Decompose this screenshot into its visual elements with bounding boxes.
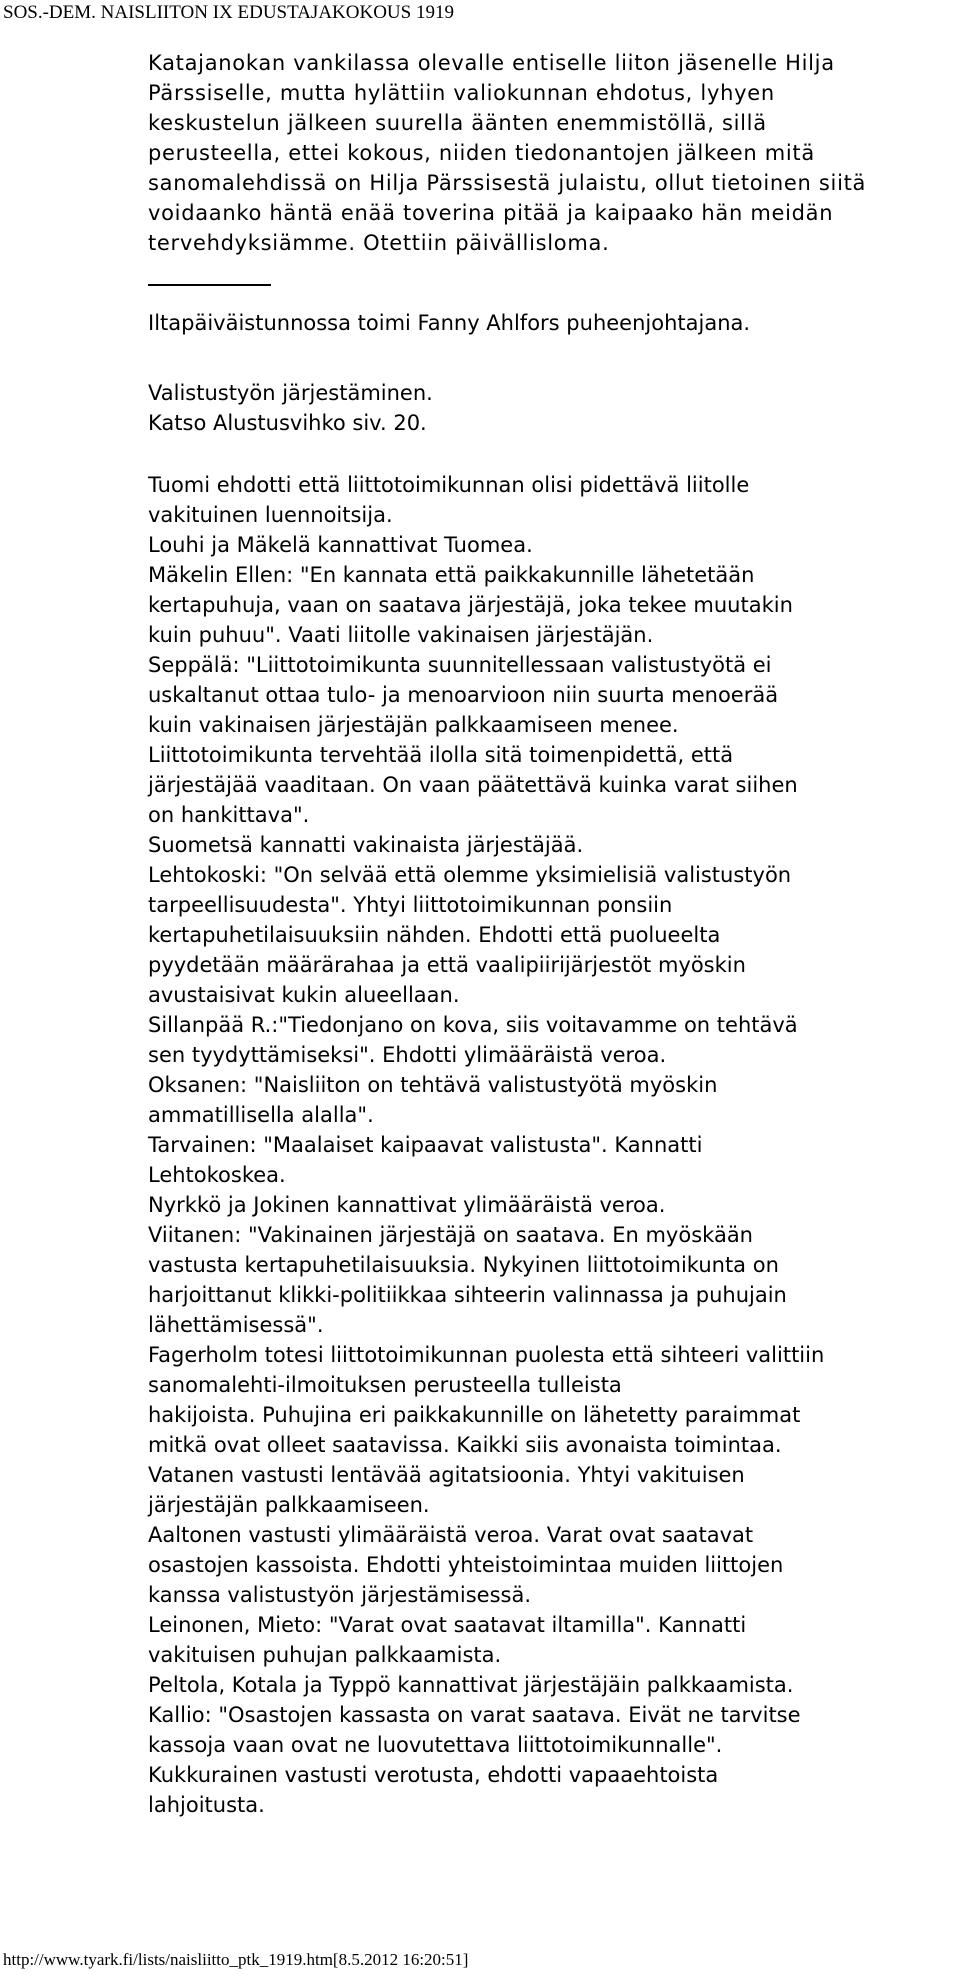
text-line: vakituinen luennoitsija. xyxy=(148,503,393,527)
text-line: Liittotoimikunta tervehtää ilolla sitä toimenpidettä, että xyxy=(148,743,734,767)
text-line: voidaanko häntä enää toverina pitää ja kaipaako hän meidän xyxy=(148,201,834,225)
text-line: Tuomi ehdotti että liittotoimikunnan olisi pidettävä liitolle xyxy=(148,473,750,497)
text-line: harjoittanut klikki-politiikkaa sihteerin valinnassa ja puhujain xyxy=(148,1283,787,1307)
text-line: järjestäjän palkkaamiseen. xyxy=(148,1493,430,1517)
text-line: keskustelun jälkeen suurella äänten enemmistöllä, sillä xyxy=(148,111,767,135)
section-heading xyxy=(148,378,953,438)
text-line: ammatillisella alalla". xyxy=(148,1103,374,1127)
text-line: Vatanen vastusti lentävää agitatsioonia. Yhtyi vakituisen xyxy=(148,1463,745,1487)
text-line: on hankittava". xyxy=(148,803,310,827)
text-line: Lehtokoskea. xyxy=(148,1163,286,1187)
text-line: vakituisen puhujan palkkaamista. xyxy=(148,1643,502,1667)
text-line: kassoja vaan ovat ne luovutettava liittotoimikunnalle". xyxy=(148,1733,723,1757)
page-footer-url: http://www.tyark.fi/lists/naisliitto_ptk_1919.htm[8.5.2012 16:20:51] xyxy=(3,1950,469,1969)
text-line: uskaltanut ottaa tulo- ja menoarvioon niin suurta menoerää xyxy=(148,683,779,707)
text-line: Iltapäiväistunnossa toimi Fanny Ahlfors puheenjohtajana. xyxy=(148,311,751,335)
text-line: vastusta kertapuhetilaisuuksia. Nykyinen liittotoimikunta on xyxy=(148,1253,779,1277)
intro-paragraph xyxy=(148,48,953,258)
text-line: sanomalehdissä on Hilja Pärssisestä julaistu, ollut tietoinen siitä xyxy=(148,171,867,195)
text-line: Oksanen: "Naisliiton on tehtävä valistustyötä myöskin xyxy=(148,1073,718,1097)
text-line: Viitanen: "Vakinainen järjestäjä on saatava. En myöskään xyxy=(148,1223,753,1247)
text-line: Louhi ja Mäkelä kannattivat Tuomea. xyxy=(148,533,533,557)
document-body xyxy=(148,48,953,1820)
text-line: Kukkurainen vastusti verotusta, ehdotti vapaaehtoista xyxy=(148,1763,719,1787)
text-line: Nyrkkö ja Jokinen kannattivat ylimääräistä veroa. xyxy=(148,1193,666,1217)
text-line: osastojen kassoista. Ehdotti yhteistoimintaa muiden liittojen xyxy=(148,1553,784,1577)
chair-note xyxy=(148,308,953,338)
text-line: kuin vakinaisen järjestäjän palkkaamiseen menee. xyxy=(148,713,679,737)
text-line: Lehtokoski: "On selvää että olemme yksimielisiä valistustyön xyxy=(148,863,792,887)
text-line: tarpeellisuudesta". Yhtyi liittotoimikunnan ponsiin xyxy=(148,893,673,917)
text-line: Aaltonen vastusti ylimääräistä veroa. Varat ovat saatavat xyxy=(148,1523,754,1547)
text-line: Kallio: "Osastojen kassasta on varat saatava. Eivät ne tarvitse xyxy=(148,1703,801,1727)
text-line: Mäkelin Ellen: "En kannata että paikkakunnille lähetetään xyxy=(148,563,755,587)
text-line: perusteella, ettei kokous, niiden tiedonantojen jälkeen mitä xyxy=(148,141,815,165)
text-line: hakijoista. Puhujina eri paikkakunnille on lähetetty paraimmat xyxy=(148,1403,801,1427)
text-line: pyydetään määrärahaa ja että vaalipiirijärjestöt myöskin xyxy=(148,953,746,977)
text-line: Fagerholm totesi liittotoimikunnan puolesta että sihteeri valittiin xyxy=(148,1343,825,1367)
page-header: SOS.-DEM. NAISLIITON IX EDUSTAJAKOKOUS 1919 xyxy=(3,2,454,23)
section-divider xyxy=(148,284,271,286)
text-line: tervehdyksiämme. Otettiin päivällisloma. xyxy=(148,231,610,255)
text-line: järjestäjää vaaditaan. On vaan päätettävä kuinka varat siihen xyxy=(148,773,798,797)
text-line: lahjoitusta. xyxy=(148,1793,265,1817)
text-line: Pärssiselle, mutta hylättiin valiokunnan ehdotus, lyhyen xyxy=(148,81,775,105)
text-line: kertapuhetilaisuuksiin nähden. Ehdotti että puolueelta xyxy=(148,923,721,947)
text-line: Leinonen, Mieto: "Varat ovat saatavat iltamilla". Kannatti xyxy=(148,1613,747,1637)
text-line: kertapuhuja, vaan on saatava järjestäjä, joka tekee muutakin xyxy=(148,593,793,617)
text-line: Katajanokan vankilassa olevalle entiselle liiton jäsenelle Hilja xyxy=(148,51,835,75)
text-line: Peltola, Kotala ja Typpö kannattivat järjestäjäin palkkaamista. xyxy=(148,1673,794,1697)
text-line: Seppälä: "Liittotoimikunta suunnitellessaan valistustyötä ei xyxy=(148,653,772,677)
section-title: Valistustyön järjestäminen. xyxy=(148,381,433,405)
discussion-paragraph xyxy=(148,470,953,1820)
text-line: avustaisivat kukin alueellaan. xyxy=(148,983,460,1007)
text-line: sen tyydyttämiseksi". Ehdotti ylimääräistä veroa. xyxy=(148,1043,667,1067)
section-reference: Katso Alustusvihko siv. 20. xyxy=(148,411,427,435)
text-line: Sillanpää R.:"Tiedonjano on kova, siis voitavamme on tehtävä xyxy=(148,1013,798,1037)
text-line: sanomalehti-ilmoituksen perusteella tulleista xyxy=(148,1373,622,1397)
text-line: kanssa valistustyön järjestämisessä. xyxy=(148,1583,531,1607)
text-line: mitkä ovat olleet saatavissa. Kaikki siis avonaista toimintaa. xyxy=(148,1433,782,1457)
text-line: Tarvainen: "Maalaiset kaipaavat valistusta". Kannatti xyxy=(148,1133,703,1157)
text-line: lähettämisessä". xyxy=(148,1313,324,1337)
text-line: kuin puhuu". Vaati liitolle vakinaisen järjestäjän. xyxy=(148,623,654,647)
text-line: Suometsä kannatti vakinaista järjestäjää. xyxy=(148,833,584,857)
